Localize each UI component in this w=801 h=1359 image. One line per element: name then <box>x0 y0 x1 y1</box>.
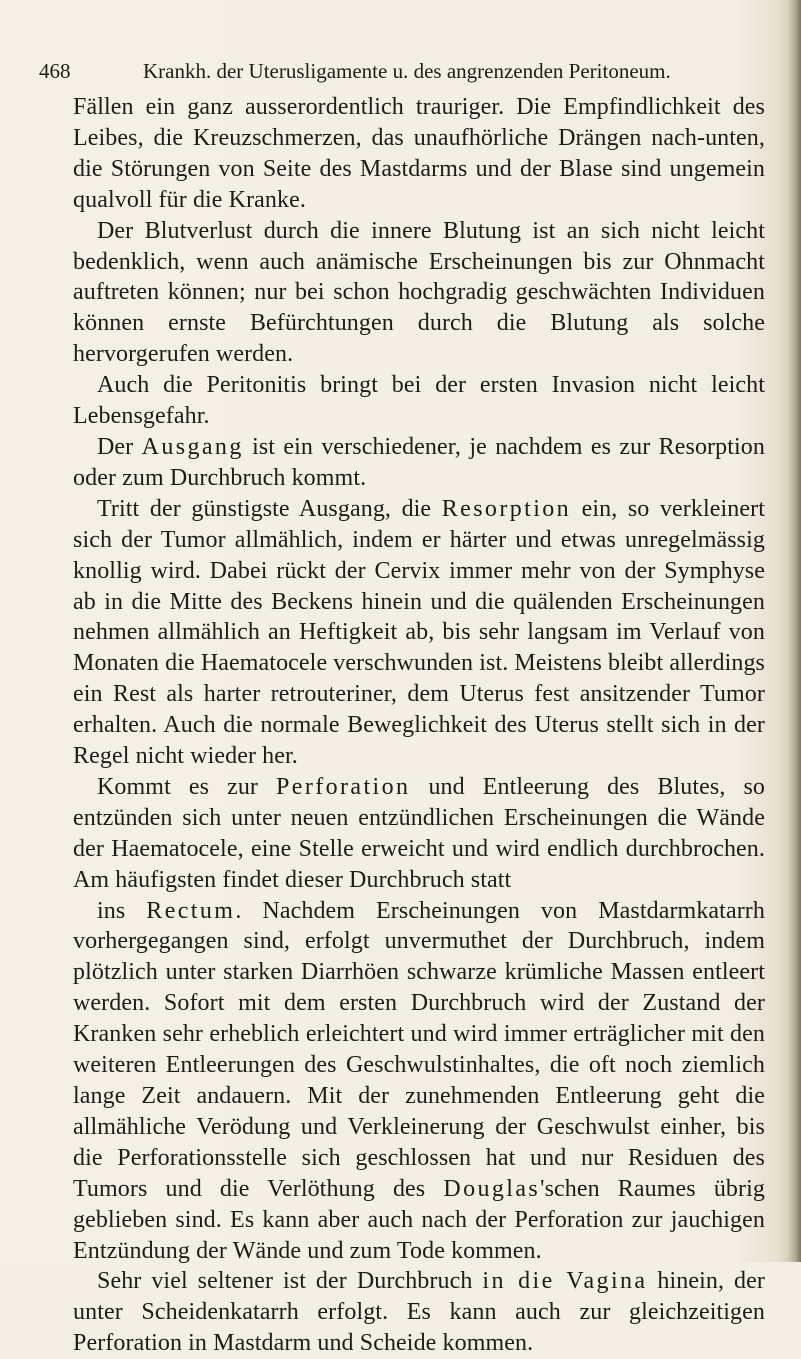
text-run: Der <box>97 433 142 460</box>
text-run: 'schen Raumes übrig geblieben sind. Es kann aber auch nach der Perforation zur jauchigen Entzündung der Wände und zum Tode kommen. <box>73 1175 765 1264</box>
text-run: Auch die Peritonitis bringt bei der ersten Invasion nicht leicht Lebensgefahr. <box>73 372 765 430</box>
page-number: 468 <box>39 59 71 83</box>
spaced-emphasis: Rectum <box>146 897 236 924</box>
text-run: Sehr viel seltener ist der Durchbruch <box>97 1268 483 1295</box>
text-run: und Entleerung des Blutes, so entzünden sich unter neuen entzündlichen Erscheinungen die Wände der Haematocele, eine Stelle erweicht und wird endlich durchbrochen. Am häufigsten findet dieser Durchbruch statt <box>73 773 765 893</box>
body-text <box>73 92 765 1359</box>
spaced-emphasis: Perforation <box>276 773 411 800</box>
spaced-emphasis: Douglas <box>443 1175 541 1202</box>
text-run: ist ein verschiedener, je nachdem es zur Resorption oder zum Durchbruch kommt. <box>73 433 765 491</box>
running-header <box>39 56 759 86</box>
running-title: Krankh. der Uterusligamente u. des angrenzenden Peritoneum. <box>143 59 671 83</box>
paragraph <box>73 216 765 371</box>
paragraph <box>73 1266 765 1359</box>
spaced-emphasis: in die Vagina <box>482 1268 648 1295</box>
paragraph <box>73 772 765 896</box>
spaced-emphasis: Ausgang <box>141 433 244 460</box>
text-run: Fällen ein ganz ausserordentlich trauriger. Die Empfindlichkeit des Leibes, die Kreuzschmerzen, das unaufhörliche Drängen nach-unten, die Störungen von Seite des Mastdarms und der Blase sind ungemein qualvoll für die Kranke. <box>73 94 765 213</box>
paragraph <box>73 494 765 772</box>
text-run: Kommt es zur <box>97 773 277 800</box>
text-run: ein, so verkleinert sich der Tumor allmählich, indem er härter und etwas unregelmässig knollig wird. Dabei rückt der Cervix immer mehr von der Symphyse ab in die Mitte des Beckens hinein und die quälenden Erscheinungen nehmen allmählich an Heftigkeit ab, bis sehr langsam im Verlauf von Monaten die Haematocele verschwunden ist. Meistens bleibt allerdings ein Rest als harter retrouteriner, dem Uterus fest ansitzender Tumor erhalten. Auch die normale Beweglichkeit des Uterus stellt sich in der Regel nicht wieder her. <box>73 495 765 770</box>
text-run: ins <box>97 897 147 924</box>
paragraph <box>73 370 765 432</box>
text-run: . Nachdem Erscheinungen von Mastdarmkatarrh vorhergegangen sind, erfolgt unvermuthet der Durchbruch, indem plötzlich unter starken Diarrhöen schwarze krümliche Massen entleert werden. Sofort mit dem ersten Durchbruch wird der Zustand der Kranken sehr erheblich erleichtert und wird immer erträglicher mit den weiteren Entleerungen des Geschwulstinhaltes, die oft noch ziemlich lange Zeit andauern. Mit der zunehmenden Entleerung geht die allmähliche Verödung und Verkleinerung der Geschwulst einher, bis die Perforationsstelle sich geschlossen hat und nur Residuen des Tumors und die Verlöthung des <box>73 897 765 1202</box>
text-run: Der Blutverlust durch die innere Blutung ist an sich nicht leicht bedenklich, wenn auch anämische Erscheinungen bis zur Ohnmacht auftreten können; nur bei schon hochgradig geschwächten Individuen können ernste Befürchtungen durch die Blutung als solche hervorgerufen werden. <box>73 217 765 368</box>
paragraph <box>73 896 765 1267</box>
spaced-emphasis: Resorption <box>441 495 572 522</box>
text-run: hinein, der unter Scheidenkatarrh erfolgt. Es kann auch zur gleichzeitigen Perforation in Mastdarm und Scheide kommen. <box>73 1268 765 1357</box>
paragraph <box>73 432 765 494</box>
page-edge-shadow <box>787 0 801 1262</box>
paragraph <box>73 92 765 216</box>
text-run: Tritt der günstigste Ausgang, die <box>97 495 442 522</box>
